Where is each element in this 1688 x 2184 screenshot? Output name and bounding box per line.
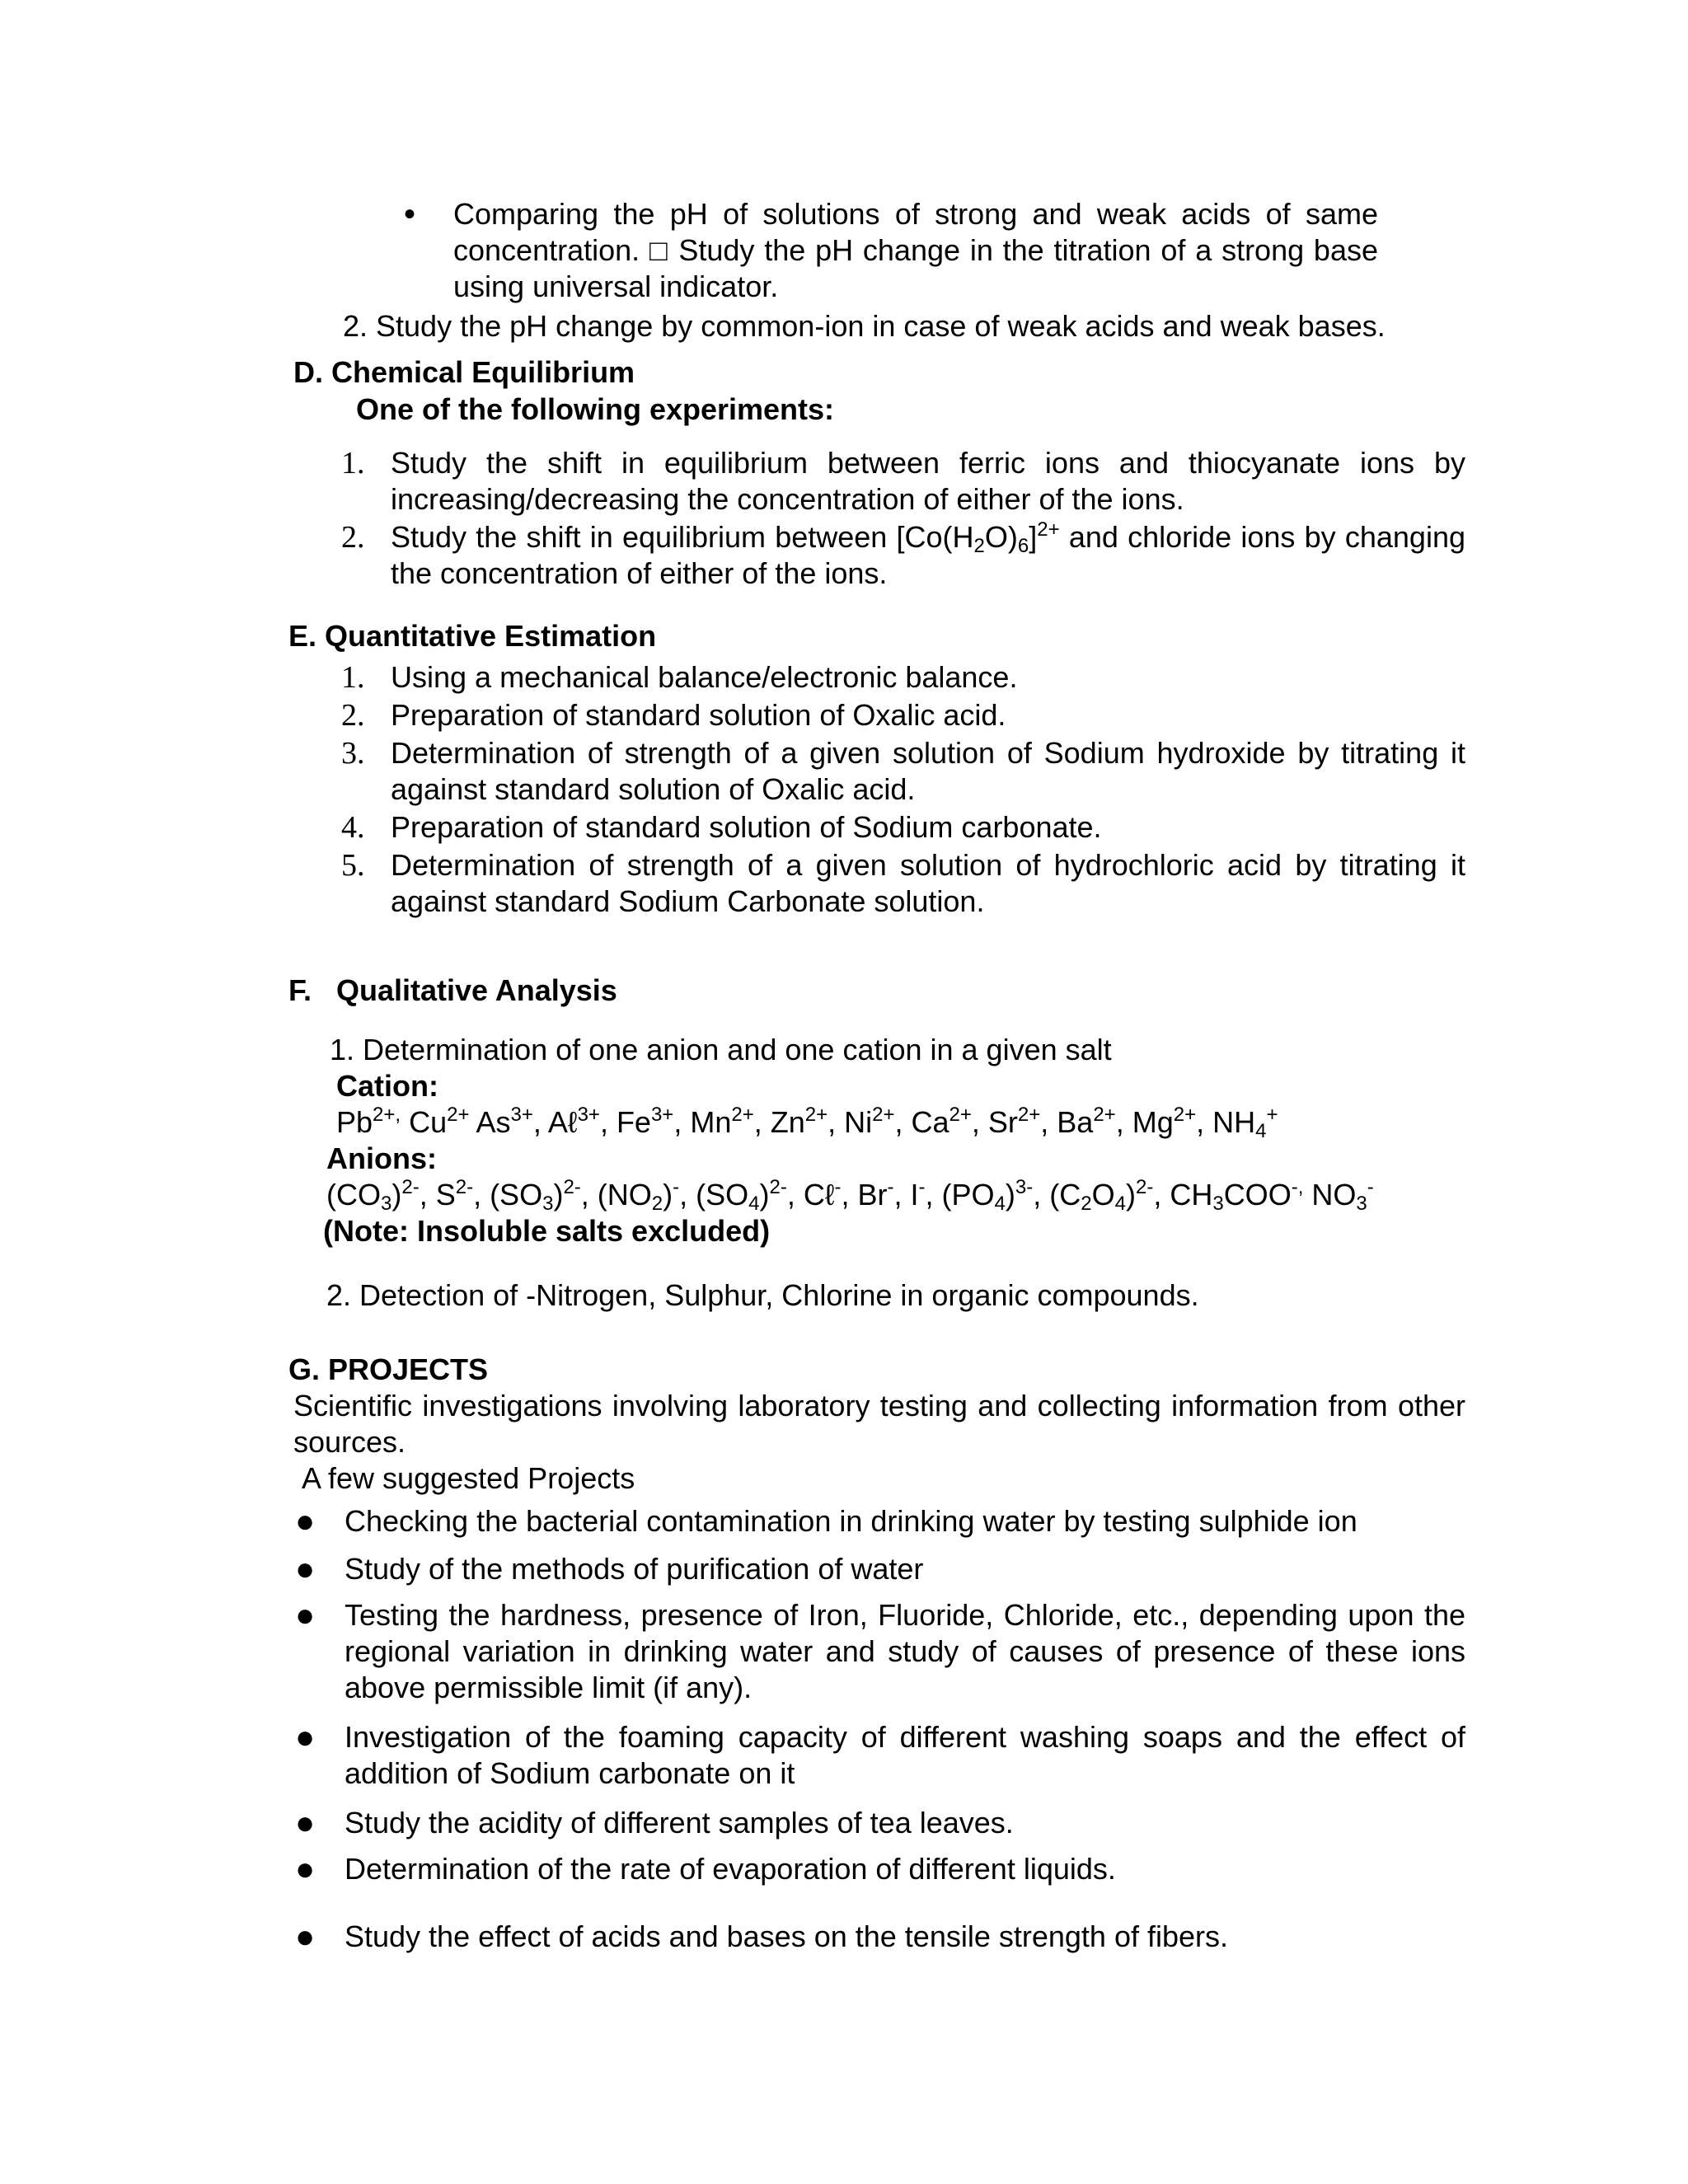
ion-text: NO: [1303, 1178, 1357, 1212]
subscript: 3: [1212, 1193, 1224, 1215]
bullet-marker: ●: [295, 1551, 316, 1587]
superscript: 2+,: [373, 1104, 401, 1126]
superscript: 3-: [1015, 1176, 1034, 1198]
superscript: +: [1266, 1104, 1278, 1126]
subscript: 4: [1114, 1193, 1126, 1215]
ion-text: ): [392, 1178, 402, 1212]
section-heading: F. Qualitative Analysis: [288, 973, 617, 1007]
subscript: 6: [1017, 535, 1029, 557]
superscript: 2-: [455, 1176, 474, 1198]
section-heading: D. Chemical Equilibrium: [293, 355, 635, 389]
superscript: 3+: [510, 1104, 533, 1126]
ion-text: , CH: [1153, 1178, 1213, 1212]
list-item: Study of the methods of purification of water: [345, 1552, 924, 1586]
text-run: Study the shift in equilibrium between [Co(H: [391, 520, 974, 554]
superscript: 2-: [563, 1176, 581, 1198]
subscript: 4: [748, 1193, 760, 1215]
ion-text: , I: [893, 1178, 919, 1212]
list-item: Determination of strength of a given solution of Sodium hydroxide by titrating it against standard solution of Oxalic acid.: [391, 736, 1465, 806]
note: (Note: Insoluble salts excluded): [323, 1214, 771, 1248]
subscript: 3: [381, 1193, 392, 1215]
subscript: 2: [1081, 1193, 1092, 1215]
ion-text: ): [553, 1178, 564, 1212]
superscript: -: [918, 1176, 926, 1198]
ion-text: ): [1125, 1178, 1136, 1212]
list-item: Preparation of standard solution of Oxalic acid.: [391, 698, 1006, 732]
ion-text: , Ni: [828, 1105, 873, 1139]
list-item: [391, 519, 1465, 592]
superscript: -: [834, 1176, 842, 1198]
list-item: Study the effect of acids and bases on the tensile strength of fibers.: [345, 1919, 1229, 1953]
superscript: 3+: [577, 1104, 600, 1126]
ion-text: , (SO: [679, 1178, 749, 1212]
text-run: ]: [1029, 520, 1038, 554]
superscript: 2+: [804, 1104, 828, 1126]
ion-text: , Sr: [971, 1105, 1018, 1139]
cation-label: Cation:: [336, 1069, 438, 1103]
bullet-marker: ●: [295, 1597, 316, 1633]
subscript: 2: [651, 1193, 663, 1215]
ion-text: , Cℓ: [786, 1178, 835, 1212]
superscript: 2+: [1017, 1104, 1041, 1126]
bullet-marker: •: [404, 196, 416, 232]
ion-text: , Aℓ: [532, 1105, 578, 1139]
subscript: 4: [1255, 1120, 1267, 1142]
list-item: 2. Study the pH change by common-ion in case of weak acids and weak bases.: [343, 309, 1386, 343]
superscript: 2-: [1135, 1176, 1154, 1198]
ion-text: , Ba: [1040, 1105, 1094, 1139]
ion-text: ): [663, 1178, 673, 1212]
cation-list: [336, 1104, 1278, 1141]
list-number: 2.: [341, 520, 365, 555]
subscript: 2: [973, 535, 985, 557]
list-item: Determination of the rate of evaporation of different liquids.: [345, 1852, 1116, 1886]
ion-text: , (C: [1033, 1178, 1081, 1212]
list-item: Comparing the pH of solutions of strong and weak acids of same concentration. □ Study the pH change in the titration of a strong base using universal indicator.: [453, 197, 1378, 303]
ion-text: , NH: [1196, 1105, 1256, 1139]
list-number: 3.: [341, 736, 365, 771]
subscript: 3: [1356, 1193, 1367, 1215]
ion-text: COO: [1223, 1178, 1292, 1212]
text-run: O): [984, 520, 1018, 554]
ion-text: , (NO: [580, 1178, 652, 1212]
superscript: 2+: [447, 1104, 470, 1126]
ion-text: ): [1005, 1178, 1015, 1212]
ion-text: , Br: [841, 1178, 888, 1212]
ion-text: , (PO: [925, 1178, 995, 1212]
ion-text: , Fe: [599, 1105, 651, 1139]
ion-text: , Mn: [673, 1105, 732, 1139]
bullet-marker: ●: [295, 1503, 316, 1540]
list-item: Preparation of standard solution of Sodium carbonate.: [391, 810, 1102, 844]
list-number: 1.: [341, 660, 365, 695]
superscript: -: [887, 1176, 894, 1198]
superscript: -: [1367, 1176, 1374, 1198]
ion-text: (CO: [326, 1178, 381, 1212]
list-number: 1.: [341, 446, 365, 480]
superscript: 2+: [1093, 1104, 1116, 1126]
bullet-marker: ●: [295, 1919, 316, 1955]
list-number: 5.: [341, 848, 365, 883]
section-heading: G. PROJECTS: [288, 1352, 489, 1386]
ion-text: , Zn: [753, 1105, 805, 1139]
superscript: 2+: [872, 1104, 895, 1126]
bullet-marker: ●: [295, 1805, 316, 1841]
superscript: 3+: [650, 1104, 674, 1126]
anion-list: [326, 1177, 1374, 1213]
intro-text: Scientific investigations involving laboratory testing and collecting information from other sources.: [293, 1389, 1465, 1459]
list-item: Study the acidity of different samples of tea leaves.: [345, 1806, 1014, 1840]
anion-label: Anions:: [326, 1141, 437, 1175]
ion-text: , Ca: [894, 1105, 950, 1139]
ion-text: Cu: [401, 1105, 448, 1139]
ion-text: , S: [419, 1178, 456, 1212]
superscript: 2+: [1173, 1104, 1197, 1126]
superscript: -,: [1291, 1176, 1304, 1198]
ion-text: O: [1091, 1178, 1115, 1212]
list-item: 2. Detection of -Nitrogen, Sulphur, Chlorine in organic compounds.: [326, 1278, 1199, 1312]
superscript: 2-: [401, 1176, 420, 1198]
list-number: 4.: [341, 810, 365, 845]
list-item: Study the shift in equilibrium between ferric ions and thiocyanate ions by increasing/decreasing the concentration of either of the ions.: [391, 446, 1465, 516]
superscript: -: [673, 1176, 680, 1198]
list-item: 1. Determination of one anion and one cation in a given salt: [330, 1033, 1112, 1066]
list-item: Investigation of the foaming capacity of different washing soaps and the effect of addition of Sodium carbonate on it: [345, 1720, 1465, 1790]
ion-text: Pb: [336, 1105, 373, 1139]
bullet-marker: ●: [295, 1851, 316, 1887]
suggested-label: A few suggested Projects: [302, 1461, 635, 1495]
section-heading: E. Quantitative Estimation: [288, 619, 657, 653]
list-item: Checking the bacterial contamination in drinking water by testing sulphide ion: [345, 1504, 1357, 1538]
superscript: 2+: [949, 1104, 972, 1126]
list-item: Using a mechanical balance/electronic balance.: [391, 660, 1018, 694]
subscript: 4: [994, 1193, 1006, 1215]
list-item: Determination of strength of a given solution of hydrochloric acid by titrating it against standard Sodium Carbonate solution.: [391, 848, 1465, 918]
list-number: 2.: [341, 698, 365, 733]
bullet-marker: ●: [295, 1719, 316, 1755]
ion-text: , (SO: [473, 1178, 543, 1212]
superscript: 2+: [731, 1104, 754, 1126]
ion-text: , Mg: [1115, 1105, 1174, 1139]
subscript: 3: [542, 1193, 554, 1215]
list-item: Testing the hardness, presence of Iron, Fluoride, Chloride, etc., depending upon the regional variation in drinking water and study of causes of presence of these ions above permissible limit (if any).: [345, 1598, 1465, 1704]
ion-text: ): [759, 1178, 770, 1212]
section-subheading: One of the following experiments:: [356, 392, 835, 426]
superscript: 2-: [769, 1176, 787, 1198]
ion-text: As: [469, 1105, 511, 1139]
superscript: 2+: [1037, 518, 1060, 541]
text-run: and chloride ions by changing the concentration of either of the ions.: [391, 520, 1465, 590]
